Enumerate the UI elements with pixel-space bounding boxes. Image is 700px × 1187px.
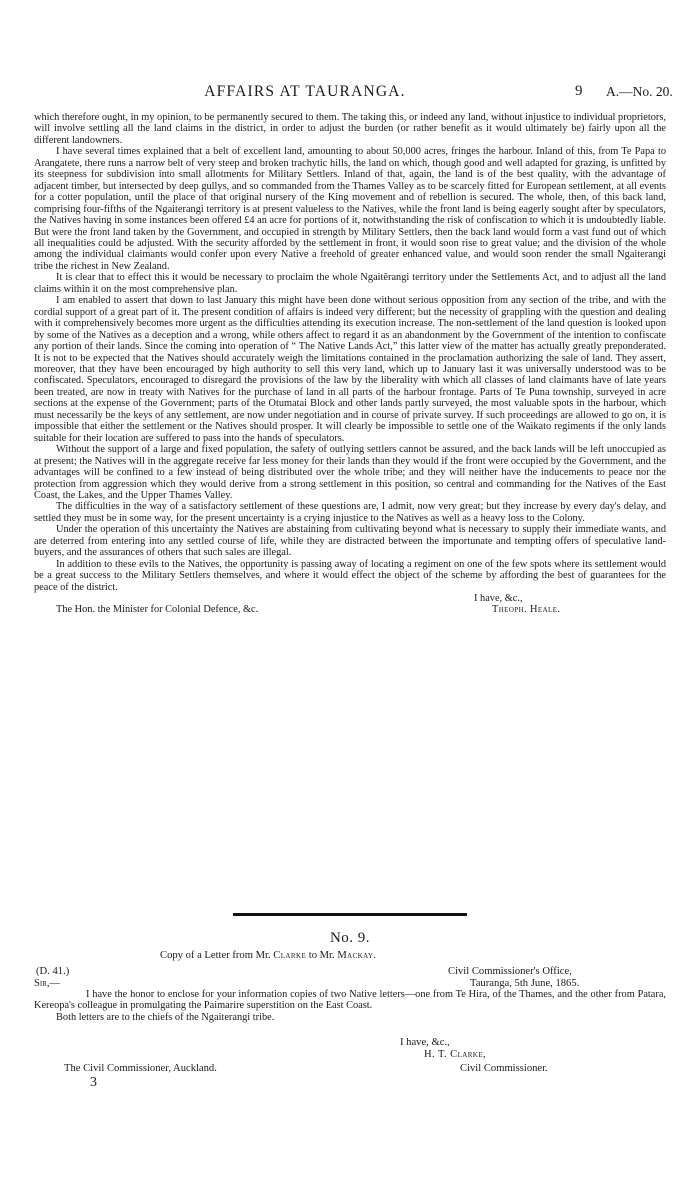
paragraph: I have the honor to enclose for your information copies of two Native letters—one from Te Hira, of the Thames, and the other from Patara, Kereopa's colleague in promulgating the Paimarire superstition on the East Coast. bbox=[34, 989, 666, 1012]
letter-number: No. 9. bbox=[329, 930, 371, 946]
letter-reference: (D. 41.) bbox=[36, 966, 70, 977]
subtitle-to: Mackay. bbox=[337, 950, 377, 961]
signature: Theoph. Heale. bbox=[492, 604, 561, 616]
letter-office: Civil Commissioner's Office, bbox=[448, 966, 572, 977]
paragraph: Both letters are to the chiefs of the Ngaiterangi tribe. bbox=[56, 1011, 275, 1023]
letter-closing: I have, &c., bbox=[400, 1037, 450, 1048]
subtitle-mid: to Mr. bbox=[308, 950, 335, 961]
paragraph: In addition to these evils to the Natives, the opportunity is passing away of locating a regiment on one of the few spots where its settlement would be a great success to the Military Settlers themselves, and where it would effect the object of the scheme by affording the best of guarantees for the peace of the district. bbox=[34, 558, 666, 593]
paragraph: Under the operation of this uncertainty the Natives are abstaining from cultivating beyond what is necessary to supply their immediate wants, and are deterred from entering into any settled course of life, while they are distracted between the importunate and tempting offers of speculative land-buyers, and the assurances of others that such sales are illegal. bbox=[34, 524, 666, 559]
letter-addressee: The Civil Commissioner, Auckland. bbox=[64, 1063, 217, 1074]
signature-mark: 3 bbox=[90, 1075, 97, 1090]
paragraph: Without the support of a large and fixed population, the safety of outlying settlers cannot be assured, and the back lands will be left unoccupied as at present; the Natives will in the aggregate receive far less money for their lands than they would if the front were occupied by the Government, and the advantages will be confined to a few instead of being distributed over the whole tribe; and they will neither have the inducements to peace nor the protection from aggression which they would derive from a strong settlement in this position, so central and commanding for the Natives of the East Coast, the Lakes, and the Upper Thames Valley. bbox=[34, 444, 666, 501]
signer-title: Civil Commissioner. bbox=[460, 1063, 548, 1074]
closing-row bbox=[34, 593, 666, 604]
subtitle-prefix: Copy of a Letter from Mr. bbox=[160, 950, 271, 961]
paragraph: The difficulties in the way of a satisfactory settlement of these questions are, I admit, now very great; but they increase by every day's delay, and settled they must be in some way, for the present uncertainty is a crying injustice to the Natives as well as a heavy loss to the Colony. bbox=[34, 501, 666, 524]
closing-phrase: I have, &c., bbox=[474, 593, 523, 605]
paragraph: which therefore ought, in my opinion, to be permanently secured to them. The taking this, or indeed any land, without injustice to individual proprietors, will involve settling all the land claims in the district, in order to adjust the burden (or rather benefit as it would ultimately be) fairly upon all the different landowners. bbox=[34, 112, 666, 146]
page-header bbox=[0, 83, 700, 103]
letter-signer: H. T. Clarke, bbox=[424, 1049, 486, 1060]
letter-body bbox=[34, 989, 666, 1023]
main-text bbox=[34, 112, 666, 616]
section-divider bbox=[233, 913, 467, 916]
signature-row bbox=[34, 604, 666, 615]
running-title: AFFAIRS AT TAURANGA. bbox=[204, 83, 406, 100]
paragraph: I am enabled to assert that down to last January this might have been done without serious opposition from any section of the tribe, and with the cordial support of a great part of it. The present condition of affairs is indeed very different; but the necessity of grappling with the question and dealing with it comprehensively becomes more urgent as the difficulties attending its execution increase. The non-settlement of the land question is looked upon by some of the Natives as a deception and a wrong, while others affect to regard it as an abandonment by the Government of the intention to confiscate any portion of their lands. Since the coming into operation of “ The Native Lands Act,” this latter view of the matter has actually greatly preponderated. It is not to be expected that the Natives should accurately weigh the limitations contained in the proclamation authorizing the sale of land. They assert, moreover, that they have been encouraged by high authority to sell this very land, which up to January last it was universally understood was to be confiscated. Speculators, encouraged to disregard the provisions of the law by the liberality with which all classes of land claimants have of late years been treated, are now in treaty with Natives for the purchase of land in all parts of the harbour frontage. Parts of Te Puna township, surveyed in acre sections at the expense of the Government; parts of the Otumatai Block and other lands partly surveyed, the most valuable spots in the harbour, which must necessarily be the keys of any settlement, are now under negotiation and in course of private survey. If such proceedings are allowed to go on, it is impossible that either the settlement or the Natives should prosper. It will clearly be impossible to settle one of the Waikato regiments if the only lands suitable for their location are suffered to pass into the hands of speculators. bbox=[34, 295, 666, 444]
paper-reference: A.—No. 20. bbox=[606, 84, 673, 99]
salutation: Sir,— bbox=[34, 978, 61, 989]
paragraph: It is clear that to effect this it would be necessary to proclaim the whole Ngaitĕrangi territory under the Settlements Act, and to adjust all the land claims within it on the most comprehensive plan. bbox=[34, 272, 666, 295]
letter-subtitle bbox=[160, 950, 600, 961]
page-number: 9 bbox=[575, 83, 583, 99]
subtitle-from: Clarke bbox=[273, 950, 307, 961]
addressee: The Hon. the Minister for Colonial Defence, &c. bbox=[56, 604, 259, 616]
place-date: Tauranga, 5th June, 1865. bbox=[470, 978, 580, 989]
paragraph: I have several times explained that a belt of excellent land, amounting to about 50,000 acres, fringes the harbour. Inland of this, from Te Papa to Arangatete, there runs a narrow belt of very steep and broken trachytic hills, the land on which, though good and well adapted for grazing, is unfitted by its steepness for subdivision into small allotments for Military Settlers. Inland of that, again, the land is of the best quality, with the advantage of adjacent timber, but intersected by deep gullys, and so commanded from the Thames Valley as to be scarcely fitted for European settlement, at all events for a cotter population, until the place of that original nursery of the King movement and of rebellion is secured. The whole, then, of this back land, comprising four-fifths of the Ngaiterangi territory is at present valueless to the Natives, while the front land is being eagerly sought after by speculators, the Natives having in some instances been offered £4 an acre for portions of it, notwithstanding the risk of confiscation to which it is undoubtedly liable. But were the front land taken by the Government, and occupied in strength by Military Settlers, then the back land would form a vast fund out of which all inequalities could be adjusted. With the security afforded by the settlement in front, it would soon rise to great value; and the division of the whole among the individual claimants would confer upon every Native a freehold of greater enhanced value, and would soon render the small Ngaiterangi tribe the richest in New Zealand. bbox=[34, 146, 666, 272]
